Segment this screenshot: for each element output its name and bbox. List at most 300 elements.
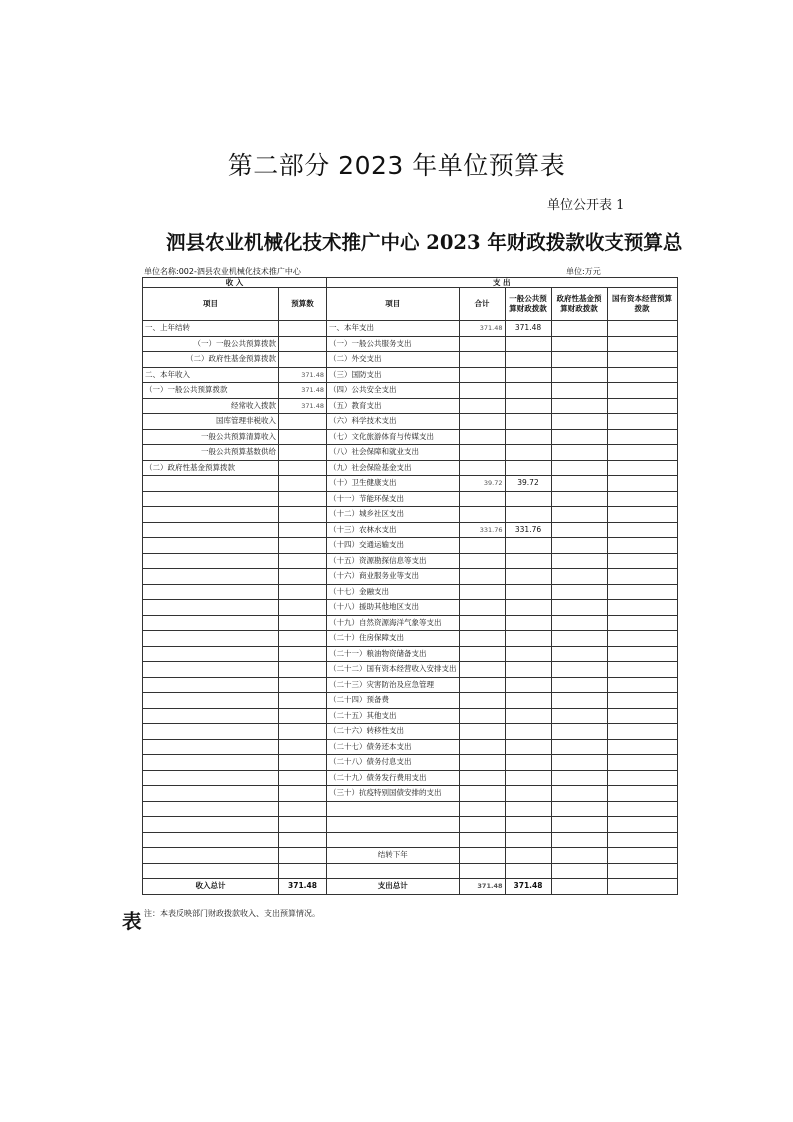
expense-general — [505, 615, 551, 631]
expense-fund — [551, 476, 607, 492]
expense-state — [607, 367, 677, 383]
expense-total — [459, 801, 505, 817]
income-value — [279, 321, 327, 337]
expense-total: 39.72 — [459, 476, 505, 492]
expense-fund — [551, 770, 607, 786]
expense-state — [607, 677, 677, 693]
expense-total — [459, 662, 505, 678]
income-value — [279, 445, 327, 461]
income-item — [143, 786, 279, 802]
expense-general — [505, 832, 551, 848]
expense-state — [607, 770, 677, 786]
table-row — [143, 739, 678, 755]
income-item — [143, 848, 279, 864]
table-row — [143, 336, 678, 352]
expense-item: （十二）城乡社区支出 — [327, 507, 460, 523]
table-row — [143, 445, 678, 461]
income-item — [143, 662, 279, 678]
income-value — [279, 662, 327, 678]
income-item: 经常收入拨款 — [143, 398, 279, 414]
expense-item: （二十四）预备费 — [327, 693, 460, 709]
expense-total — [459, 383, 505, 399]
expense-general — [505, 801, 551, 817]
expense-general — [505, 553, 551, 569]
income-value — [279, 352, 327, 368]
expense-state — [607, 708, 677, 724]
table-row — [143, 460, 678, 476]
expense-general — [505, 600, 551, 616]
budget-table — [142, 277, 678, 895]
expense-state — [607, 476, 677, 492]
income-item: 一般公共预算基数供给 — [143, 445, 279, 461]
expense-general-total: 371.48 — [505, 879, 551, 895]
expense-state — [607, 832, 677, 848]
expense-fund — [551, 817, 607, 833]
expense-fund — [551, 522, 607, 538]
table-row — [143, 553, 678, 569]
expense-fund — [551, 863, 607, 879]
expense-item: （十一）节能环保支出 — [327, 491, 460, 507]
expense-state — [607, 538, 677, 554]
table-row — [143, 352, 678, 368]
expense-fund — [551, 724, 607, 740]
expense-item: （十三）农林水支出 — [327, 522, 460, 538]
col-state-header: 国有资本经营预算拨款 — [607, 288, 677, 321]
income-item: 一、上年结转 — [143, 321, 279, 337]
expense-general — [505, 863, 551, 879]
table-row — [143, 507, 678, 523]
expense-state — [607, 414, 677, 430]
table-row — [143, 817, 678, 833]
income-value — [279, 522, 327, 538]
expense-total — [459, 491, 505, 507]
expense-state — [607, 662, 677, 678]
expense-item: （五）教育支出 — [327, 398, 460, 414]
expense-state — [607, 321, 677, 337]
table-row — [143, 383, 678, 399]
income-item: 一般公共预算清算收入 — [143, 429, 279, 445]
expense-state — [607, 631, 677, 647]
table-row — [143, 848, 678, 864]
expense-fund — [551, 662, 607, 678]
income-value — [279, 615, 327, 631]
expense-state — [607, 724, 677, 740]
income-item — [143, 507, 279, 523]
expense-state — [607, 739, 677, 755]
expense-fund — [551, 615, 607, 631]
expense-total — [459, 786, 505, 802]
expense-general — [505, 445, 551, 461]
expense-total — [459, 724, 505, 740]
table-row — [143, 662, 678, 678]
income-item — [143, 476, 279, 492]
col-fund-header: 政府性基金预算财政拨款 — [551, 288, 607, 321]
expense-fund — [551, 693, 607, 709]
expense-general — [505, 398, 551, 414]
header-row-2 — [143, 288, 678, 321]
table-row — [143, 491, 678, 507]
expense-header: 支 出 — [327, 278, 678, 288]
expense-total — [459, 631, 505, 647]
expense-state — [607, 352, 677, 368]
income-value — [279, 491, 327, 507]
table-row — [143, 569, 678, 585]
expense-total — [459, 336, 505, 352]
col-budget-header: 预算数 — [279, 288, 327, 321]
expense-fund — [551, 538, 607, 554]
income-item: 国库管理非税收入 — [143, 414, 279, 430]
expense-item — [327, 817, 460, 833]
table-title-tail: 表 — [122, 910, 142, 933]
income-value — [279, 429, 327, 445]
expense-fund — [551, 352, 607, 368]
expense-fund — [551, 569, 607, 585]
expense-item: （二十二）国有资本经营收入安排支出 — [327, 662, 460, 678]
expense-fund — [551, 631, 607, 647]
expense-fund — [551, 460, 607, 476]
income-value: 371.48 — [279, 398, 327, 414]
income-value — [279, 739, 327, 755]
expense-state — [607, 584, 677, 600]
expense-state — [607, 460, 677, 476]
income-value — [279, 476, 327, 492]
expense-fund — [551, 507, 607, 523]
expense-total — [459, 367, 505, 383]
expense-fund — [551, 801, 607, 817]
income-item — [143, 569, 279, 585]
income-item: （二）政府性基金预算拨款 — [143, 460, 279, 476]
expense-fund — [551, 786, 607, 802]
income-value — [279, 832, 327, 848]
table-row — [143, 646, 678, 662]
expense-general — [505, 817, 551, 833]
table-row — [143, 755, 678, 771]
table-row — [143, 693, 678, 709]
income-item — [143, 631, 279, 647]
expense-fund — [551, 414, 607, 430]
expense-general — [505, 662, 551, 678]
income-value: 371.48 — [279, 383, 327, 399]
expense-state — [607, 445, 677, 461]
form-number: 单位公开表 1 — [547, 198, 625, 213]
expense-state — [607, 336, 677, 352]
expense-total — [459, 600, 505, 616]
expense-fund — [551, 398, 607, 414]
expense-item: （二十一）粮油物资储备支出 — [327, 646, 460, 662]
expense-state — [607, 615, 677, 631]
expense-fund — [551, 429, 607, 445]
expense-item: （十六）商业服务业等支出 — [327, 569, 460, 585]
table-row — [143, 522, 678, 538]
income-value — [279, 646, 327, 662]
income-item — [143, 677, 279, 693]
table-row — [143, 476, 678, 492]
col-item-header: 项目 — [143, 288, 279, 321]
income-value — [279, 569, 327, 585]
expense-item: （十五）资源勘探信息等支出 — [327, 553, 460, 569]
income-value — [279, 848, 327, 864]
income-item — [143, 770, 279, 786]
income-value — [279, 460, 327, 476]
income-value — [279, 631, 327, 647]
expense-item: （二十）住房保障支出 — [327, 631, 460, 647]
expense-item: （二）外交支出 — [327, 352, 460, 368]
expense-total — [459, 507, 505, 523]
expense-item: （八）社会保障和就业支出 — [327, 445, 460, 461]
expense-total — [459, 677, 505, 693]
expense-fund — [551, 708, 607, 724]
income-value — [279, 584, 327, 600]
expense-fund — [551, 646, 607, 662]
part-title: 第二部分 2023 年单位预算表 — [227, 151, 566, 180]
income-value — [279, 817, 327, 833]
expense-item: （三十）抗疫特别国债安排的支出 — [327, 786, 460, 802]
income-value — [279, 507, 327, 523]
expense-general — [505, 491, 551, 507]
expense-item: （二十八）债务付息支出 — [327, 755, 460, 771]
table-row — [143, 708, 678, 724]
income-item — [143, 739, 279, 755]
expense-total — [459, 429, 505, 445]
income-value — [279, 414, 327, 430]
income-item: （一）一般公共预算拨款 — [143, 336, 279, 352]
table-row — [143, 832, 678, 848]
expense-item: （十九）自然资源海洋气象等支出 — [327, 615, 460, 631]
table-row — [143, 786, 678, 802]
expense-total — [459, 352, 505, 368]
income-value — [279, 863, 327, 879]
income-value — [279, 538, 327, 554]
expense-state-total — [607, 879, 677, 895]
expense-total — [459, 553, 505, 569]
expense-state — [607, 522, 677, 538]
expense-fund — [551, 367, 607, 383]
expense-state — [607, 863, 677, 879]
expense-item: 结转下年 — [327, 848, 460, 864]
total-row — [143, 879, 678, 895]
expense-total — [459, 584, 505, 600]
expense-item: （九）社会保险基金支出 — [327, 460, 460, 476]
expense-total — [459, 538, 505, 554]
income-item — [143, 646, 279, 662]
income-item — [143, 600, 279, 616]
income-value: 371.48 — [279, 367, 327, 383]
table-row — [143, 584, 678, 600]
income-item — [143, 693, 279, 709]
expense-general — [505, 708, 551, 724]
table-row — [143, 538, 678, 554]
expense-state — [607, 383, 677, 399]
expense-item — [327, 801, 460, 817]
expense-general — [505, 569, 551, 585]
expense-state — [607, 429, 677, 445]
income-value — [279, 693, 327, 709]
table-row — [143, 429, 678, 445]
income-value — [279, 724, 327, 740]
income-item — [143, 538, 279, 554]
income-value — [279, 677, 327, 693]
income-item: 二、本年收入 — [143, 367, 279, 383]
expense-item: （四）公共安全支出 — [327, 383, 460, 399]
table-row — [143, 615, 678, 631]
table-row — [143, 367, 678, 383]
expense-total — [459, 460, 505, 476]
col-item2-header: 项目 — [327, 288, 460, 321]
expense-fund — [551, 832, 607, 848]
expense-total — [459, 414, 505, 430]
expense-total: 371.48 — [459, 321, 505, 337]
income-header: 收 入 — [143, 278, 327, 288]
expense-item: （二十五）其他支出 — [327, 708, 460, 724]
expense-total — [459, 755, 505, 771]
expense-general: 371.48 — [505, 321, 551, 337]
income-value — [279, 801, 327, 817]
income-value — [279, 553, 327, 569]
expense-total: 331.76 — [459, 522, 505, 538]
expense-item — [327, 832, 460, 848]
expense-general — [505, 429, 551, 445]
expense-item: （十七）金融支出 — [327, 584, 460, 600]
expense-fund — [551, 755, 607, 771]
expense-general — [505, 538, 551, 554]
expense-general: 331.76 — [505, 522, 551, 538]
expense-general — [505, 693, 551, 709]
income-item — [143, 708, 279, 724]
expense-total — [459, 708, 505, 724]
expense-general — [505, 848, 551, 864]
expense-fund — [551, 336, 607, 352]
income-item — [143, 801, 279, 817]
header-row-1 — [143, 278, 678, 288]
expense-fund — [551, 584, 607, 600]
expense-general — [505, 507, 551, 523]
income-total-label: 收入总计 — [143, 879, 279, 895]
expense-total — [459, 398, 505, 414]
expense-state — [607, 507, 677, 523]
table-row — [143, 801, 678, 817]
currency-unit: 单位:万元 — [566, 267, 601, 276]
expense-total — [459, 615, 505, 631]
expense-total-label: 支出总计 — [327, 879, 460, 895]
table-row — [143, 677, 678, 693]
expense-grand-total: 371.48 — [459, 879, 505, 895]
expense-total — [459, 646, 505, 662]
table-row — [143, 724, 678, 740]
expense-general — [505, 646, 551, 662]
expense-fund — [551, 491, 607, 507]
income-value — [279, 770, 327, 786]
expense-state — [607, 693, 677, 709]
expense-general — [505, 739, 551, 755]
table-row — [143, 600, 678, 616]
expense-item: （一）一般公共服务支出 — [327, 336, 460, 352]
footnote: 注：本表反映部门财政拨款收入、支出预算情况。 — [144, 909, 320, 918]
expense-item: （三）国防支出 — [327, 367, 460, 383]
income-item — [143, 755, 279, 771]
expense-general — [505, 414, 551, 430]
expense-state — [607, 600, 677, 616]
expense-general — [505, 755, 551, 771]
income-item — [143, 615, 279, 631]
expense-fund — [551, 739, 607, 755]
expense-state — [607, 755, 677, 771]
income-value — [279, 786, 327, 802]
expense-total — [459, 739, 505, 755]
expense-total — [459, 770, 505, 786]
expense-fund — [551, 383, 607, 399]
expense-state — [607, 848, 677, 864]
table-title: 泗县农业机械化技术推广中心 2023 年财政拨款收支预算总 — [166, 231, 683, 254]
expense-general — [505, 352, 551, 368]
expense-item: （十八）援助其他地区支出 — [327, 600, 460, 616]
expense-general — [505, 336, 551, 352]
expense-state — [607, 646, 677, 662]
expense-total — [459, 693, 505, 709]
expense-general — [505, 786, 551, 802]
income-value — [279, 708, 327, 724]
expense-fund — [551, 677, 607, 693]
expense-item: 一、本年支出 — [327, 321, 460, 337]
expense-general — [505, 770, 551, 786]
expense-general — [505, 724, 551, 740]
expense-fund — [551, 600, 607, 616]
income-value — [279, 336, 327, 352]
table-row — [143, 321, 678, 337]
income-item — [143, 817, 279, 833]
expense-general: 39.72 — [505, 476, 551, 492]
expense-item: （七）文化旅游体育与传媒支出 — [327, 429, 460, 445]
expense-general — [505, 460, 551, 476]
expense-general — [505, 631, 551, 647]
expense-fund — [551, 321, 607, 337]
expense-item: （二十六）转移性支出 — [327, 724, 460, 740]
expense-item: （六）科学技术支出 — [327, 414, 460, 430]
income-item — [143, 522, 279, 538]
income-item: （一）一般公共预算拨款 — [143, 383, 279, 399]
expense-fund — [551, 553, 607, 569]
expense-item: （十四）交通运输支出 — [327, 538, 460, 554]
income-item — [143, 832, 279, 848]
expense-total — [459, 863, 505, 879]
income-item — [143, 724, 279, 740]
table-row — [143, 770, 678, 786]
expense-general — [505, 367, 551, 383]
expense-total — [459, 569, 505, 585]
col-total-header: 合计 — [459, 288, 505, 321]
expense-state — [607, 491, 677, 507]
expense-state — [607, 801, 677, 817]
expense-fund-total — [551, 879, 607, 895]
expense-fund — [551, 445, 607, 461]
table-row — [143, 398, 678, 414]
income-value — [279, 755, 327, 771]
expense-general — [505, 383, 551, 399]
income-item — [143, 863, 279, 879]
expense-fund — [551, 848, 607, 864]
expense-item: （二十七）债务还本支出 — [327, 739, 460, 755]
expense-item: （二十三）灾害防治及应急管理 — [327, 677, 460, 693]
expense-item — [327, 863, 460, 879]
expense-state — [607, 786, 677, 802]
table-row — [143, 631, 678, 647]
expense-state — [607, 817, 677, 833]
unit-name: 单位名称:002-泗县农业机械化技术推广中心 — [144, 267, 301, 276]
expense-state — [607, 553, 677, 569]
col-general-header: 一般公共预算财政拨款 — [505, 288, 551, 321]
expense-item: （二十九）债务发行费用支出 — [327, 770, 460, 786]
expense-item: （十）卫生健康支出 — [327, 476, 460, 492]
expense-general — [505, 677, 551, 693]
